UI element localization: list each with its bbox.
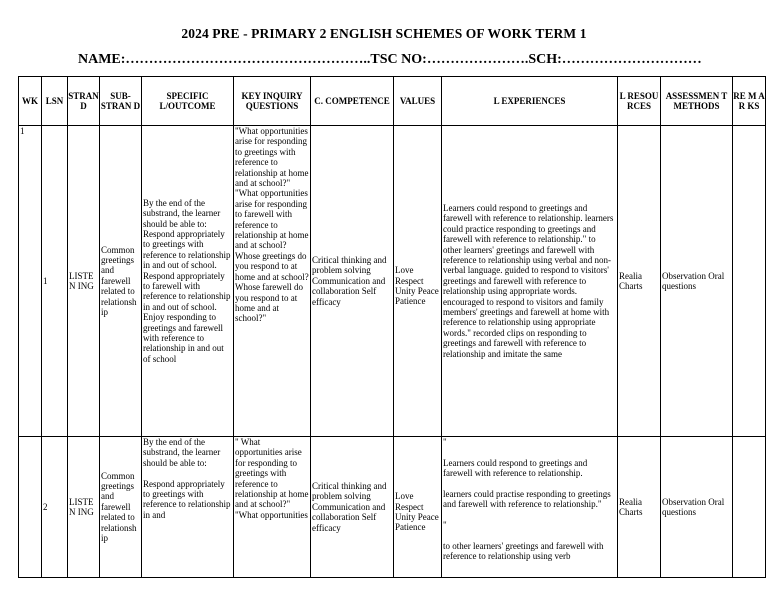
cell-specific-outcome: By the end of the substrand, the learner should be able to: Respond appropriately to greetings with reference to relationship in and out of school. Respond appropriately to farewell with reference to relationship in and out of school. Enjoy responding to greetings and farewell with reference to relationship in and out of school bbox=[142, 126, 234, 437]
cell-lsn: 2 bbox=[42, 437, 68, 578]
cell-remarks bbox=[733, 126, 766, 437]
document-title: 2024 PRE - PRIMARY 2 ENGLISH SCHEMES OF WORK TERM 1 bbox=[181, 26, 587, 41]
schemes-of-work-table bbox=[18, 76, 766, 578]
header-resources: L RESOU RCES bbox=[618, 77, 661, 126]
specific-outcome-item: Respond appropriately to greetings with reference to relationship in and bbox=[143, 478, 231, 520]
cell-values: Love Respect Unity Peace Patience bbox=[394, 126, 442, 437]
experience-mark: " bbox=[443, 437, 447, 447]
cell-experiences bbox=[442, 437, 618, 578]
cell-specific-outcome bbox=[142, 437, 234, 578]
cell-strand: LISTEN ING bbox=[68, 126, 100, 437]
table-row bbox=[19, 126, 766, 437]
header-strand: STRAN D bbox=[68, 77, 100, 126]
cell-sub-strand: Common greetings and farewell related to relationsh ip bbox=[100, 437, 142, 578]
cell-experiences: Learners could respond to greetings and farewell with reference to relationship. learners could practice responding to greetings and farewell with reference to relationship." to other learners' greetings and farewell with reference to relationship using verbal and non- verbal language. guided to respond to visitors' greetings and farewell with reference to relationship using appropriate words. encouraged to respond to visitors and family members' greetings and farewell at home with reference to relationship using appropriate words." recorded clips on responding to greetings and farewell with reference to relationship and imitate the same bbox=[442, 126, 618, 437]
header-assessment: ASSESSMEN T METHODS bbox=[661, 77, 733, 126]
cell-resources: Realia Charts bbox=[618, 126, 661, 437]
header-key-inquiry: KEY INQUIRY QUESTIONS bbox=[234, 77, 311, 126]
experience-item: learners could practise responding to greetings and farewell with reference to relationship." bbox=[443, 489, 611, 510]
cell-strand: LISTEN ING bbox=[68, 437, 100, 578]
table-row bbox=[19, 437, 766, 578]
cell-lsn: 1 bbox=[42, 126, 68, 437]
header-competence: C. COMPETENCE bbox=[311, 77, 394, 126]
cell-resources: Realia Charts bbox=[618, 437, 661, 578]
header-wk: WK bbox=[19, 77, 42, 126]
experience-item: to other learners' greetings and farewell with reference to relationship using verb bbox=[443, 541, 604, 562]
cell-key-inquiry: " What opportunities arise for responding to greetings with reference to relationship at home and at school?" "What opportunities bbox=[234, 437, 311, 578]
cell-wk: 1 bbox=[19, 126, 42, 437]
header-specific-outcome: SPECIFIC L/OUTCOME bbox=[142, 77, 234, 126]
cell-values: Love Respect Unity Peace Patience bbox=[394, 437, 442, 578]
cell-assessment: Observation Oral questions bbox=[661, 126, 733, 437]
cell-competence: Critical thinking and problem solving Communication and collaboration Self efficacy bbox=[311, 437, 394, 578]
header-experiences: L EXPERIENCES bbox=[442, 77, 618, 126]
cell-assessment: Observation Oral questions bbox=[661, 437, 733, 578]
header-values: VALUES bbox=[394, 77, 442, 126]
specific-outcome-intro: By the end of the substrand, the learner should be able to: bbox=[143, 437, 221, 468]
name-tsc-school-line: NAME:……………………………………………..TSC NO:………………….SCH:………………………… bbox=[78, 52, 702, 67]
header-lsn: LSN bbox=[42, 77, 68, 126]
cell-sub-strand: Common greetings and farewell related to relationsh ip bbox=[100, 126, 142, 437]
header-row bbox=[19, 77, 766, 126]
cell-key-inquiry: "What opportunities arise for responding to greetings with reference to relationship at home and at school?" "What opportunities arise for responding to farewell with reference to relationship at home and at school? Whose greetings do you respond to at home and at school? Whose farewell do you respond to at home and at school?" bbox=[234, 126, 311, 437]
cell-competence: Critical thinking and problem solving Communication and collaboration Self efficacy bbox=[311, 126, 394, 437]
cell-remarks bbox=[733, 437, 766, 578]
experience-item: Learners could respond to greetings and farewell with reference to relationship. bbox=[443, 457, 588, 479]
header-remarks: RE M AR KS bbox=[733, 77, 766, 126]
experience-mark: " bbox=[443, 520, 447, 531]
cell-wk bbox=[19, 437, 42, 578]
header-sub-strand: SUB-STRAN D bbox=[100, 77, 142, 126]
